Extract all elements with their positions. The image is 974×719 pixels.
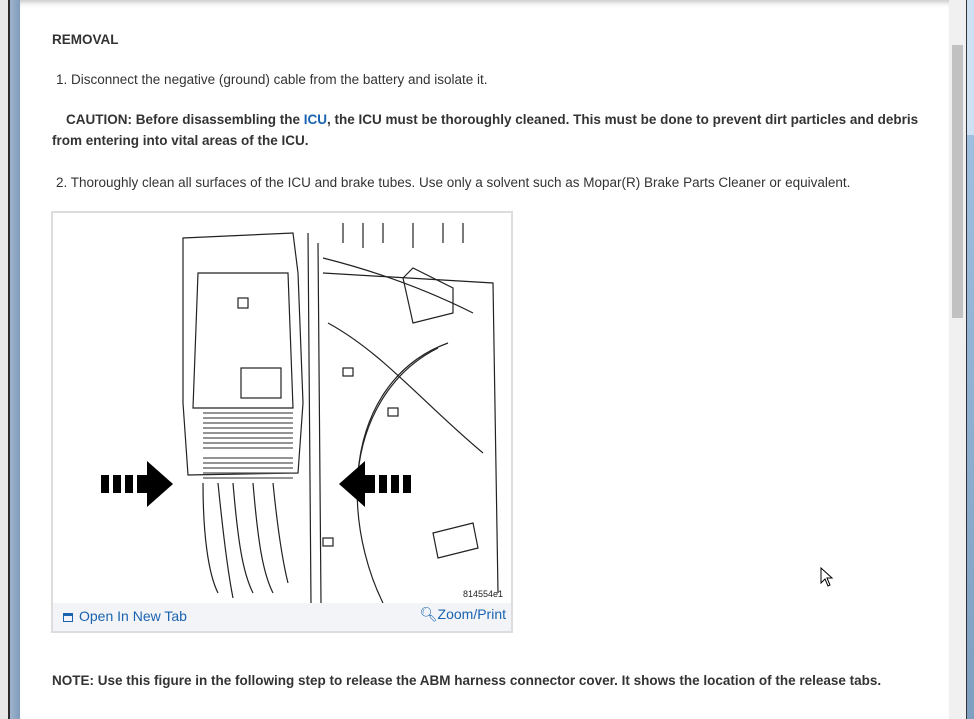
- section-title: REMOVAL: [52, 32, 119, 47]
- step-2: 2. Thoroughly clean all surfaces of the ICU and brake tubes. Use only a solvent such as Mopar(R) Brake Parts Cleaner or equivalent.: [56, 175, 851, 190]
- content-pane: [20, 0, 949, 719]
- caution-suffix: , the ICU must be thoroughly cleaned. This must be done to prevent dirt particles and debris from entering into vital areas of the ICU.: [52, 112, 919, 148]
- open-in-new-tab-link[interactable]: [63, 608, 187, 624]
- caution-prefix: CAUTION: Before disassembling the: [66, 112, 304, 127]
- zoom-in-icon: 🔍︎: [419, 606, 438, 622]
- arrow-left-icon: [339, 461, 411, 507]
- new-tab-icon: [63, 613, 73, 622]
- note-text: NOTE: Use this figure in the following step to release the ABM harness connector cover. It shows the location of the release tabs.: [52, 673, 882, 688]
- icu-link[interactable]: ICU: [303, 112, 328, 127]
- figure-id: 814554e1: [462, 589, 503, 599]
- figure-toolbar: [53, 603, 511, 631]
- arrow-right-icon: [101, 461, 173, 507]
- window-frame-left: [0, 0, 20, 719]
- window-frame-right: [966, 0, 974, 719]
- open-in-new-tab-label: Open In New Tab: [79, 608, 187, 624]
- vertical-scrollbar[interactable]: [949, 0, 966, 719]
- mouse-cursor-icon: [820, 567, 834, 587]
- figure: [51, 211, 513, 633]
- caution-text: [52, 109, 937, 151]
- zoom-print-label: Zoom/Print: [437, 606, 506, 622]
- scrollbar-thumb[interactable]: [952, 45, 963, 318]
- zoom-print-link[interactable]: [420, 606, 506, 623]
- step-1: 1. Disconnect the negative (ground) cable from the battery and isolate it.: [56, 72, 488, 87]
- abm-connector-illustration: [53, 213, 511, 603]
